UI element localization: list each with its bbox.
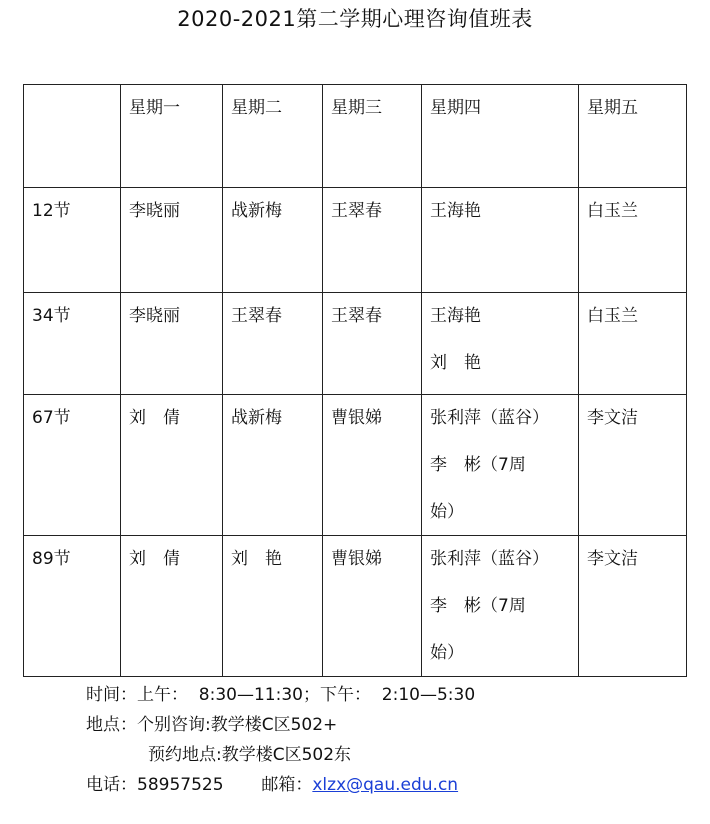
duty-name: 张利萍（蓝谷） xyxy=(430,408,549,428)
duty-name: 始） xyxy=(430,643,464,663)
duty-cell: 李晓丽 xyxy=(121,188,223,293)
table-header-row xyxy=(24,85,687,188)
duty-cell xyxy=(422,293,579,395)
duty-cell: 战新梅 xyxy=(223,188,323,293)
duty-cell: 王翠春 xyxy=(323,293,422,395)
duty-cell: 白玉兰 xyxy=(579,293,687,395)
table-row xyxy=(24,188,687,293)
table-row xyxy=(24,395,687,536)
time-label: 时间： xyxy=(86,685,137,705)
duty-cell: 李文洁 xyxy=(579,395,687,536)
duty-cell: 王海艳 xyxy=(422,188,579,293)
duty-cell: 李文洁 xyxy=(579,536,687,677)
place-value-individual: 个别咨询:教学楼C区502+ xyxy=(137,715,338,735)
header-cell-monday: 星期一 xyxy=(121,85,223,188)
header-cell-empty xyxy=(24,85,121,188)
place-line xyxy=(86,710,475,740)
duty-cell: 曹银娣 xyxy=(323,536,422,677)
duty-schedule-table xyxy=(23,84,687,677)
duty-name: 李 彬（7周 xyxy=(430,455,526,475)
email-link[interactable]: xlzx@qau.edu.cn xyxy=(312,775,459,795)
period-cell: 34节 xyxy=(24,293,121,395)
email-label: 邮箱： xyxy=(261,775,313,795)
place-line-2 xyxy=(86,740,475,770)
duty-name: 始） xyxy=(430,502,464,522)
header-cell-tuesday: 星期二 xyxy=(223,85,323,188)
duty-cell: 曹银娣 xyxy=(323,395,422,536)
header-cell-wednesday: 星期三 xyxy=(323,85,422,188)
header-cell-thursday: 星期四 xyxy=(422,85,579,188)
duty-cell: 李晓丽 xyxy=(121,293,223,395)
header-cell-friday: 星期五 xyxy=(579,85,687,188)
duty-cell: 王翠春 xyxy=(223,293,323,395)
phone-label: 电话： xyxy=(86,775,137,795)
time-value: 上午： 8:30—11:30；下午： 2:10—5:30 xyxy=(137,685,476,705)
duty-cell: 王翠春 xyxy=(323,188,422,293)
duty-cell: 战新梅 xyxy=(223,395,323,536)
duty-cell: 刘 倩 xyxy=(121,536,223,677)
duty-name: 王海艳 xyxy=(430,306,481,326)
table-row xyxy=(24,293,687,395)
place-value-booking: 预约地点:教学楼C区502东 xyxy=(148,745,352,765)
duty-cell: 白玉兰 xyxy=(579,188,687,293)
duty-name: 李 彬（7周 xyxy=(430,596,526,616)
duty-cell xyxy=(422,395,579,536)
duty-name: 刘 艳 xyxy=(430,353,481,373)
period-cell: 12节 xyxy=(24,188,121,293)
period-cell: 67节 xyxy=(24,395,121,536)
phone-value: 58957525 xyxy=(137,775,224,795)
place-label: 地点： xyxy=(86,715,137,735)
duty-cell: 刘 倩 xyxy=(121,395,223,536)
contact-line xyxy=(86,770,475,800)
time-line xyxy=(86,680,475,710)
duty-cell: 刘 艳 xyxy=(223,536,323,677)
duty-name: 张利萍（蓝谷） xyxy=(430,549,549,569)
duty-cell xyxy=(422,536,579,677)
page-title: 2020-2021第二学期心理咨询值班表 xyxy=(177,7,533,31)
footer-info xyxy=(86,680,475,800)
table-row xyxy=(24,536,687,677)
period-cell: 89节 xyxy=(24,536,121,677)
